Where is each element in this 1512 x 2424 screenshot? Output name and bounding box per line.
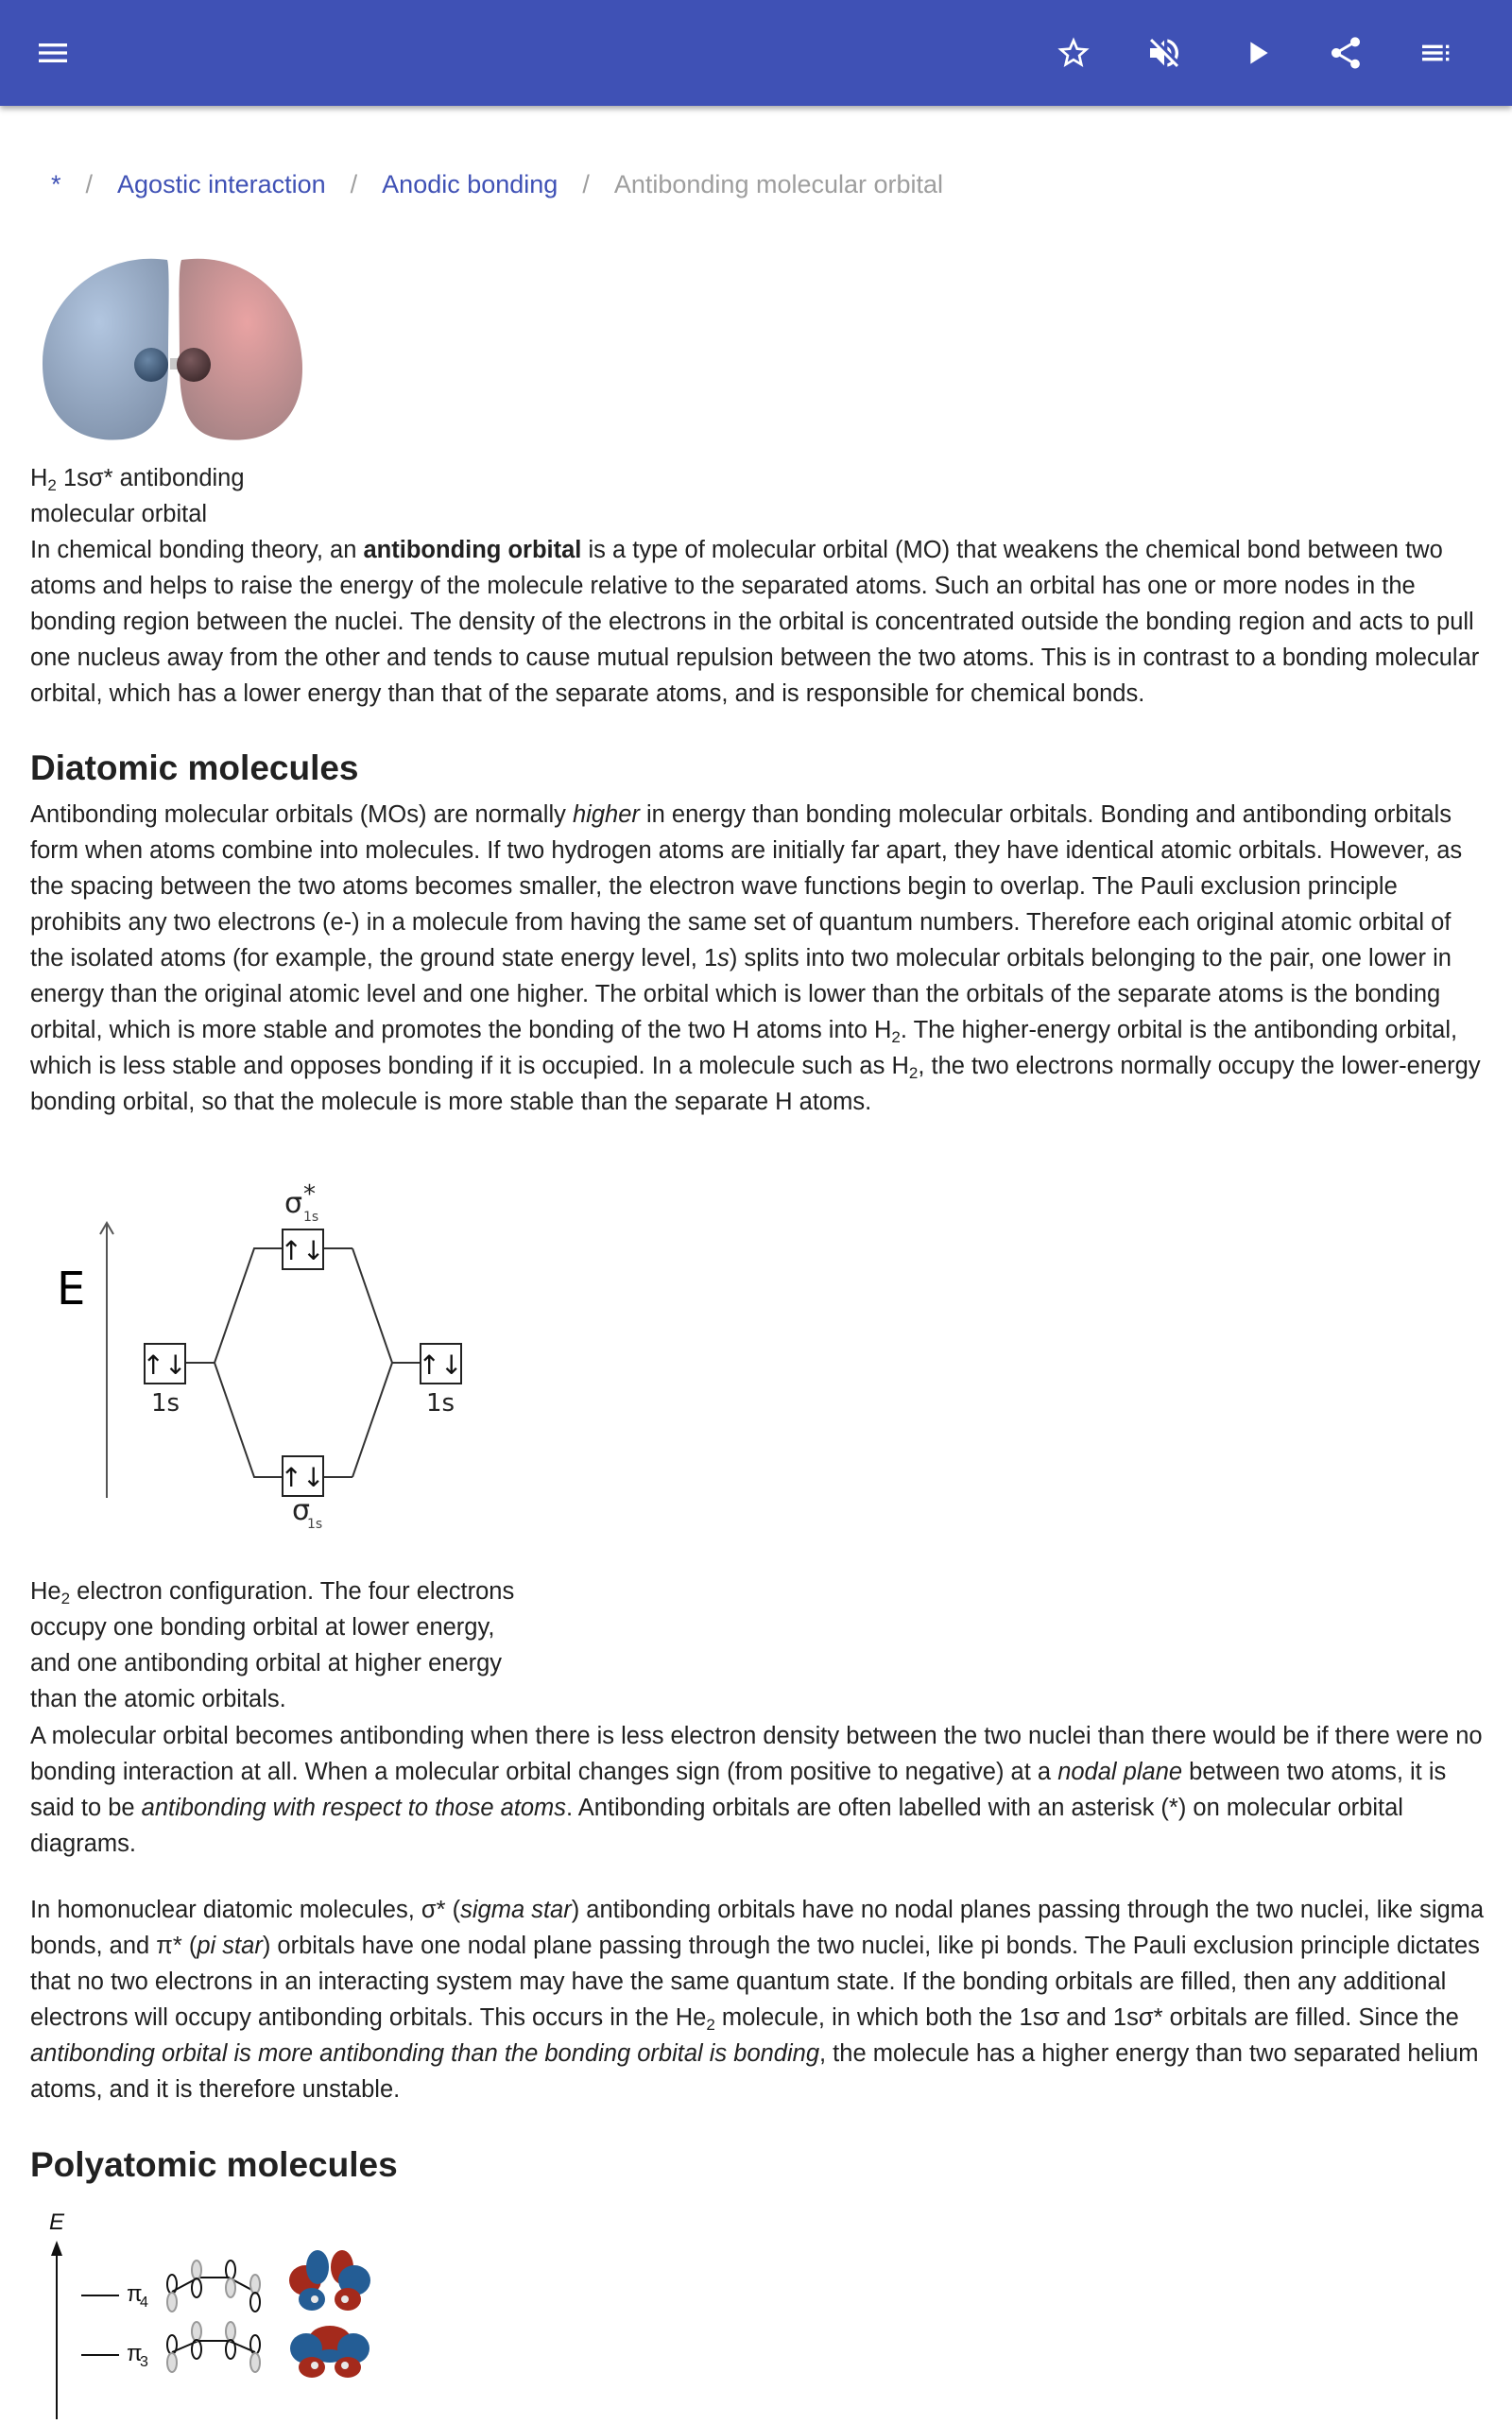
share-button[interactable] — [1319, 26, 1372, 79]
text: ) antibonding orbitals have no nodal planes passing through the two nuclei, like sigma bonds, and π* ( — [30, 1897, 1485, 1959]
section-heading-polyatomic: Polyatomic molecules — [30, 2145, 398, 2184]
mute-button[interactable] — [1138, 26, 1191, 79]
bold-term: antibonding orbital — [363, 537, 582, 563]
electron-pair: ↑↓ — [280, 1235, 325, 1266]
italic-text: nodal plane — [1057, 1759, 1183, 1785]
breadcrumb-separator: / — [350, 170, 358, 198]
breadcrumb-current: Antibonding molecular orbital — [613, 170, 944, 198]
italic-text: higher — [572, 801, 640, 828]
italic-text: antibonding orbital is more antibonding than the bonding orbital is bonding — [30, 2040, 820, 2067]
subscript: 2 — [706, 2016, 715, 2034]
text: . The higher-energy orbital is the antibonding orbital, which is less stable and opposes bonding if it is occupied. In a molecule such as H — [30, 1017, 1458, 1079]
menu-button[interactable] — [26, 26, 79, 79]
breadcrumb-agostic-interaction[interactable]: Agostic interaction — [117, 170, 326, 198]
text: He — [30, 1578, 61, 1605]
italic-text: pi star — [197, 1933, 263, 1959]
subscript: 2 — [60, 1590, 71, 1607]
play-icon — [1238, 34, 1276, 72]
text: electron configuration. The four electrons occupy one bonding orbital at lower energy, and one antibonding orbital at higher energy than the atomic orbitals. — [30, 1578, 515, 1712]
star-label: * — [303, 1180, 316, 1209]
favorite-button[interactable] — [1047, 26, 1100, 79]
diatomic-paragraph-2 — [30, 1718, 1490, 1862]
text: molecule, in which both the 1sσ and 1sσ* orbitals are filled. Since the — [714, 2004, 1459, 2031]
electron-pair: ↑↓ — [280, 1462, 325, 1493]
text: A molecular orbital becomes antibonding when there is less electron density between the two nuclei than there would be if there were no bonding interaction at all. When a molecular orbital changes sign (from positive to negative) at a — [30, 1723, 1483, 1785]
playlist-button[interactable] — [1410, 26, 1463, 79]
breadcrumb-separator: / — [582, 170, 590, 198]
subscript: 3 — [140, 2354, 148, 2370]
electron-pair: ↑↓ — [142, 1350, 187, 1381]
he2-mo-diagram — [28, 1162, 482, 1540]
h2-antibonding-orbital-image — [38, 250, 312, 449]
share-icon — [1327, 34, 1365, 72]
section-heading-diatomic: Diatomic molecules — [30, 748, 359, 787]
breadcrumb-separator: / — [85, 170, 94, 198]
subscript: 2 — [908, 1064, 919, 1082]
atomic-orbital-label: 1s — [426, 1389, 455, 1418]
subscript-label: 1s — [303, 1210, 319, 1225]
energy-axis-label: E — [57, 1263, 86, 1315]
butadiene-pi-orbital-diagram — [38, 2207, 397, 2419]
hamburger-menu-icon — [34, 34, 72, 72]
star-outline-icon — [1055, 34, 1092, 72]
text: In homonuclear diatomic molecules, σ* ( — [30, 1897, 461, 1923]
text: . Antibonding orbitals are often labelled with an asterisk (*) on molecular orbital diagrams. — [30, 1795, 1403, 1857]
app-bar — [0, 0, 1512, 106]
figure1-caption — [30, 460, 333, 532]
pi3-label: π — [127, 2341, 143, 2366]
text: between two atoms, it is said to be — [30, 1759, 1447, 1821]
caption-text: 1sσ* antibonding — [56, 465, 245, 491]
diatomic-paragraph-1 — [30, 797, 1490, 1120]
text: is a type of molecular orbital (MO) that weakens the chemical bond between two atoms and helps to raise the energy of the molecule relative to the separated atoms. Such an orbital has one or more nodes in the bonding region between the nuclei. The density of the electrons in the orbital is concentrated outside the bonding region and acts to pull one nucleus away from the other and tends to cause mutual repulsion between the two atoms. This is in contrast to a bonding molecular orbital, which has a lower energy than that of the separate atoms, and is responsible for chemical bonds. — [30, 537, 1480, 707]
energy-axis-label: E — [49, 2209, 65, 2235]
italic-text: s — [717, 945, 730, 971]
intro-paragraph — [30, 532, 1486, 712]
subscript: 2 — [891, 1028, 901, 1046]
subscript: 4 — [140, 2295, 148, 2311]
breadcrumb-home[interactable]: * — [51, 170, 61, 198]
playlist-icon — [1418, 34, 1455, 72]
text: , the two electrons normally occupy the lower-energy bonding orbital, so that the molecule is more stable than the separate H atoms. — [30, 1053, 1481, 1115]
pi4-label: π — [127, 2281, 143, 2307]
text: ) splits into two molecular orbitals belonging to the pair, one lower in energy than the original atomic level and one higher. The orbital which is lower than the orbitals of the separate atoms is the bonding orbital, which is more stable and promotes the bonding of the two H atoms into H — [30, 945, 1452, 1043]
sigma-star-label: σ — [284, 1187, 303, 1220]
text: In chemical bonding theory, an — [30, 537, 364, 563]
text: Antibonding molecular orbitals (MOs) are normally — [30, 801, 573, 828]
caption-text: molecular orbital — [30, 501, 208, 527]
figure2-caption — [30, 1573, 522, 1717]
breadcrumb — [51, 170, 943, 199]
text: in energy than bonding molecular orbitals. Bonding and antibonding orbitals form when atoms combine into molecules. If two hydrogen atoms are initially far apart, they have identical atomic orbitals. However, as the spacing between the two atoms becomes smaller, the electron wave functions begin to overlap. The Pauli exclusion principle prohibits any two electrons (e-) in a molecule from having the same set of quantum numbers. Therefore each original atomic orbital of the isolated atoms (for example, the ground state energy level, 1 — [30, 801, 1463, 971]
electron-pair: ↑↓ — [418, 1350, 463, 1381]
italic-text: sigma star — [460, 1897, 572, 1923]
sigma-label: σ — [292, 1494, 311, 1527]
text: ) orbitals have one nodal plane passing through the two nuclei, like pi bonds. The Pauli exclusion principle dictates that no two electrons in an interacting system may have the same quantum state. If the bonding orbitals are filled, then any additional electrons will occupy antibonding orbitals. This occurs in the He — [30, 1933, 1480, 2031]
italic-text: antibonding with respect to those atoms — [141, 1795, 567, 1821]
play-button[interactable] — [1230, 26, 1283, 79]
diatomic-paragraph-3 — [30, 1892, 1490, 2107]
subscript-label: 1s — [307, 1517, 323, 1532]
caption-text: H — [30, 465, 48, 491]
caption-subscript: 2 — [47, 476, 57, 494]
breadcrumb-anodic-bonding[interactable]: Anodic bonding — [382, 170, 558, 198]
volume-off-icon — [1145, 34, 1183, 72]
text: , the molecule has a higher energy than two separated helium atoms, and it is therefore unstable. — [30, 2040, 1479, 2103]
atomic-orbital-label: 1s — [151, 1389, 180, 1418]
